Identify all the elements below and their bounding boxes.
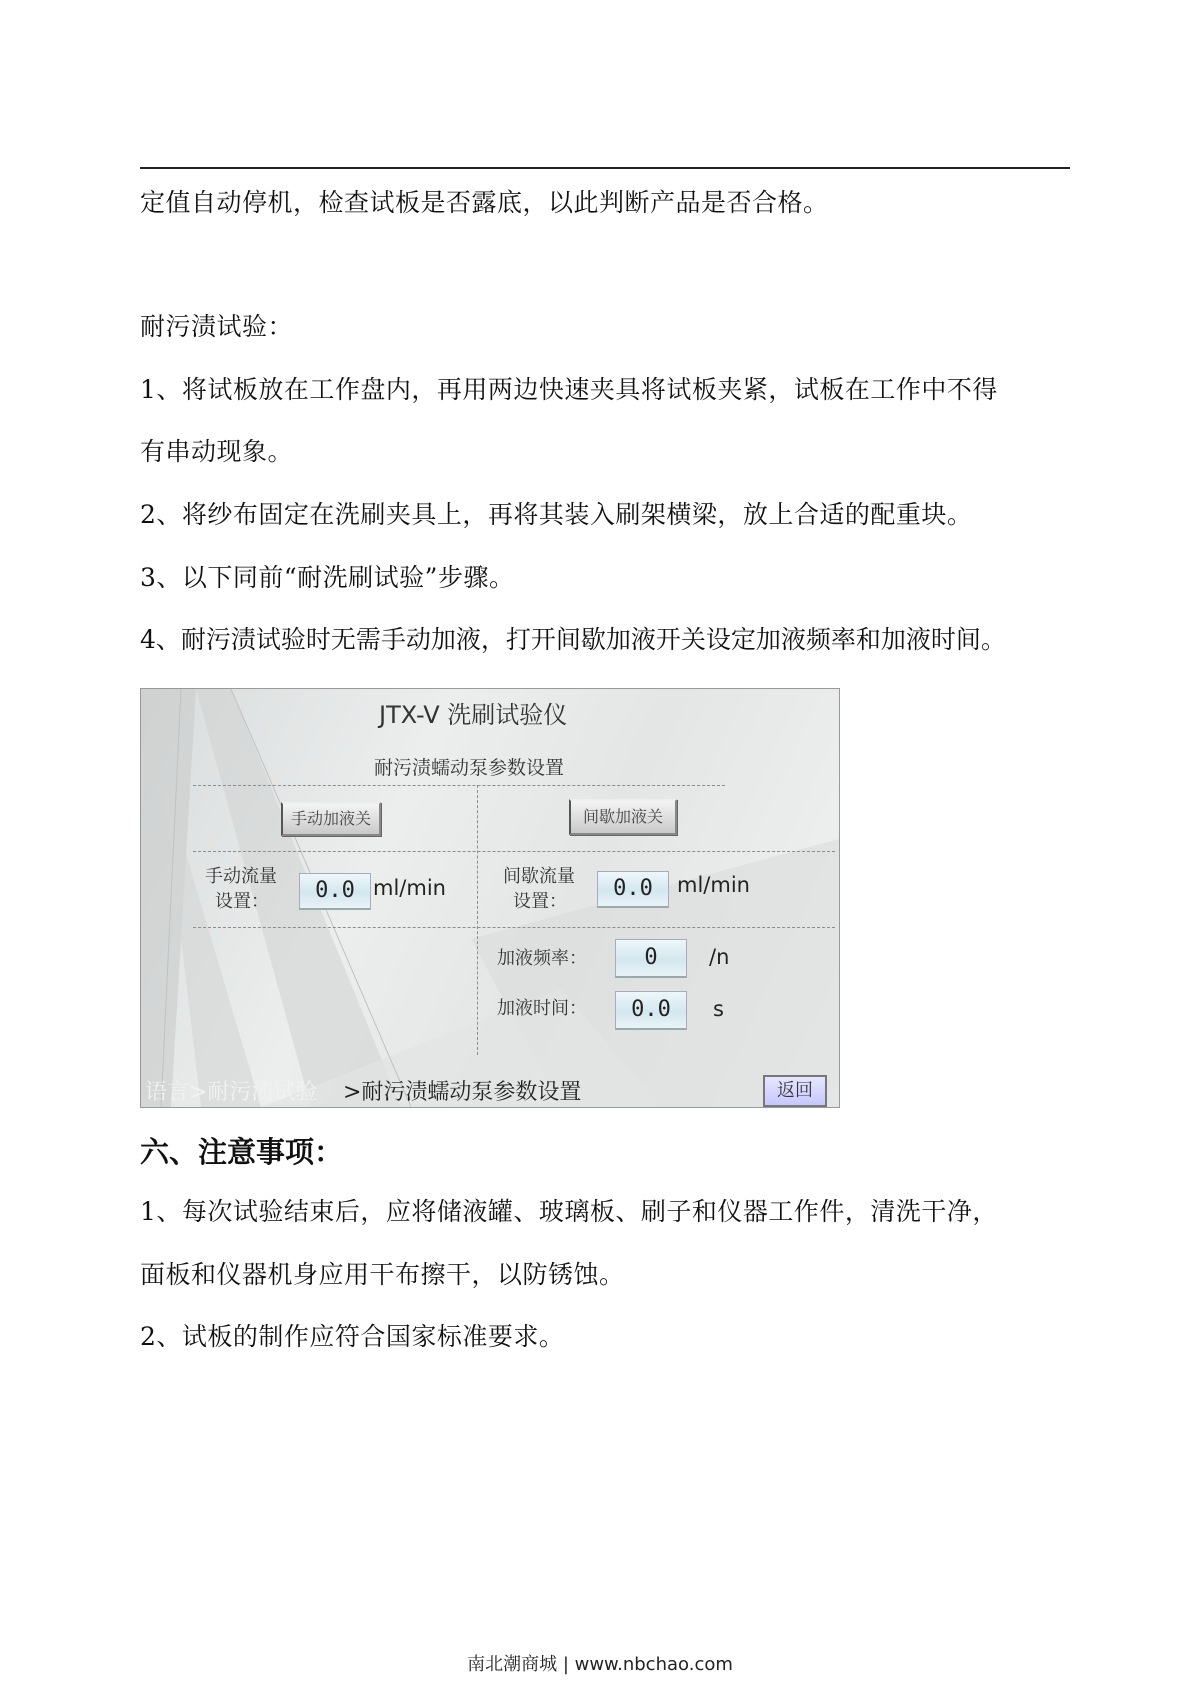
note-1b: 面板和仪器机身应用干布擦干，以防锈蚀。: [140, 1260, 625, 1289]
interval-flow-unit: ml/min: [677, 873, 750, 897]
note-1a: 1、每次试验结束后，应将储液罐、玻璃板、刷子和仪器工作件，清洗干净，: [140, 1197, 998, 1226]
interval-dosing-switch[interactable]: 间歇加液关: [569, 799, 677, 835]
interval-flow-label-setting: 设置：: [513, 891, 567, 912]
stain-step-1a: 1、将试板放在工作盘内，再用两边快速夹具将试板夹紧，试板在工作中不得: [140, 375, 998, 404]
dosing-frequency-input[interactable]: 0: [615, 939, 687, 978]
interval-flow-input[interactable]: 0.0: [597, 871, 669, 908]
grid-line: [193, 851, 835, 852]
dosing-time-unit: s: [713, 997, 724, 1021]
stain-step-3: 3、以下同前“耐洗刷试验”步骤。: [140, 563, 515, 592]
breadcrumb-faded: 语言>耐污渍试验: [145, 1080, 318, 1105]
header-rule: [140, 167, 1070, 169]
dosing-time-input[interactable]: 0.0: [615, 991, 687, 1030]
hmi-screen: [140, 688, 840, 1108]
manual-flow-label: 手动流量: [205, 866, 277, 887]
manual-flow-input[interactable]: 0.0: [299, 873, 371, 910]
stain-step-1b: 有串动现象。: [140, 437, 294, 466]
grid-line: [477, 785, 478, 1055]
interval-flow-label: 间歇流量: [503, 866, 575, 887]
dosing-time-label: 加液时间：: [497, 998, 587, 1019]
stain-step-2: 2、将纱布固定在洗刷夹具上，再将其装入刷架横梁，放上合适的配重块。: [140, 500, 973, 529]
hmi-title: JTX-V 洗刷试验仪: [379, 701, 568, 729]
breadcrumb-current: >耐污渍蠕动泵参数设置: [343, 1080, 582, 1105]
stain-step-4: 4、耐污渍试验时无需手动加液，打开间歇加液开关设定加液频率和加液时间。: [140, 625, 1006, 654]
grid-line: [193, 785, 725, 786]
dosing-frequency-label: 加液频率：: [497, 948, 587, 969]
hmi-subtitle: 耐污渍蠕动泵参数设置: [374, 757, 565, 779]
manual-flow-label-setting: 设置：: [215, 891, 269, 912]
back-button[interactable]: 返回: [763, 1075, 827, 1107]
manual-flow-unit: ml/min: [373, 876, 446, 900]
section-6-title: 六、注意事项：: [140, 1135, 344, 1169]
stain-test-title: 耐污渍试验：: [140, 312, 294, 341]
manual-dosing-switch[interactable]: 手动加液关: [281, 802, 381, 836]
grid-line: [193, 927, 835, 928]
note-2: 2、试板的制作应符合国家标准要求。: [140, 1322, 565, 1351]
intro-line: 定值自动停机，检查试板是否露底，以此判断产品是否合格。: [140, 188, 829, 217]
dosing-frequency-unit: /n: [709, 945, 730, 969]
footer-text: 南北潮商城 | www.nbchao.com: [467, 1654, 733, 1675]
